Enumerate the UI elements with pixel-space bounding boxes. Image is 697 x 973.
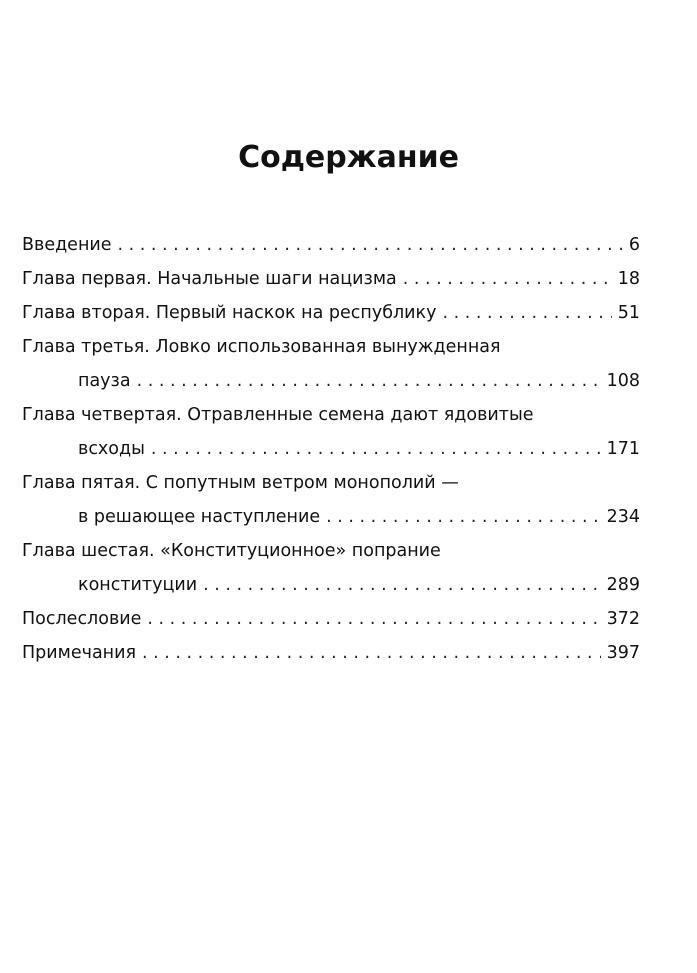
toc-entry-title: Глава пятая. С попутным ветром монополий — <box>22 473 459 493</box>
toc-line-continuation <box>22 568 640 602</box>
toc-page-number: 372 <box>606 609 640 629</box>
toc-line <box>22 262 640 296</box>
toc-entry-title: Примечания <box>22 643 137 663</box>
dot-leader <box>147 602 600 636</box>
toc-line <box>22 636 640 670</box>
toc-line <box>22 466 640 500</box>
dot-leader <box>442 296 611 330</box>
toc-entry-chapter-5 <box>22 466 640 534</box>
toc-line-continuation <box>22 432 640 466</box>
toc-entry-title: Глава вторая. Первый наскок на республику <box>22 303 437 323</box>
toc-entry-title-continuation: пауза <box>78 371 131 391</box>
toc-entry-intro <box>22 228 640 262</box>
toc-page-number: 51 <box>617 303 640 323</box>
toc-entry-title: Глава четвертая. Отравленные семена дают ядовитые <box>22 405 534 425</box>
toc-entry-chapter-1 <box>22 262 640 296</box>
dot-leader <box>151 432 601 466</box>
toc-entry-title: Глава первая. Начальные шаги нацизма <box>22 269 397 289</box>
toc-entry-title: Послесловие <box>22 609 142 629</box>
toc-entry-title-continuation: в решающее наступление <box>78 507 321 527</box>
toc-page-number: 289 <box>606 575 640 595</box>
dot-leader <box>326 500 600 534</box>
dot-leader <box>203 568 600 602</box>
toc-page-number: 108 <box>606 371 640 391</box>
toc-line <box>22 296 640 330</box>
toc-line <box>22 602 640 636</box>
dot-leader <box>403 262 612 296</box>
toc-page-number: 18 <box>617 269 640 289</box>
toc-line-continuation <box>22 364 640 398</box>
toc-entry-title-continuation: всходы <box>78 439 145 459</box>
dot-leader <box>142 636 601 670</box>
toc-page-number: 6 <box>628 235 640 255</box>
toc-entry-title: Глава третья. Ловко использованная вынужденная <box>22 337 501 357</box>
toc-entry-chapter-4 <box>22 398 640 466</box>
toc-entry-chapter-6 <box>22 534 640 602</box>
page-title: Содержание <box>238 140 459 175</box>
toc-entry-notes <box>22 636 640 670</box>
toc-line <box>22 398 640 432</box>
toc-page-number: 171 <box>606 439 640 459</box>
toc-entry-chapter-3 <box>22 330 640 398</box>
toc-line-continuation <box>22 500 640 534</box>
toc-line <box>22 330 640 364</box>
toc-entry-title-continuation: конституции <box>78 575 198 595</box>
toc-entry-title: Введение <box>22 235 112 255</box>
table-of-contents <box>22 228 640 670</box>
toc-page-number: 397 <box>606 643 640 663</box>
toc-line <box>22 228 640 262</box>
toc-entry-afterword <box>22 602 640 636</box>
toc-line <box>22 534 640 568</box>
toc-entry-chapter-2 <box>22 296 640 330</box>
toc-entry-title: Глава шестая. «Конституционное» попрание <box>22 541 441 561</box>
toc-page-number: 234 <box>606 507 640 527</box>
dot-leader <box>118 228 623 262</box>
dot-leader <box>137 364 601 398</box>
